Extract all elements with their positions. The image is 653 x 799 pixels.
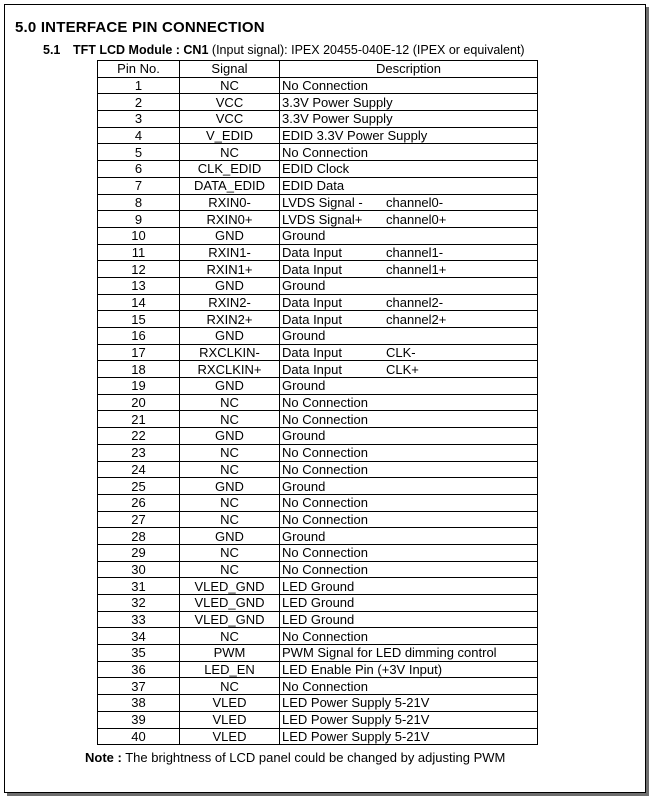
description-cell xyxy=(280,711,538,728)
signal-cell: NC xyxy=(180,394,280,411)
description-text: No Connection xyxy=(282,545,368,561)
description-cell xyxy=(280,695,538,712)
description-cell xyxy=(280,528,538,545)
table-row xyxy=(98,227,538,244)
signal-cell: NC xyxy=(180,461,280,478)
description-cell xyxy=(280,611,538,628)
pin-number-cell: 26 xyxy=(98,494,180,511)
signal-cell: GND xyxy=(180,528,280,545)
signal-cell: NC xyxy=(180,511,280,528)
description-text: Data Input xyxy=(282,244,342,260)
description-text: Data Input xyxy=(282,345,342,361)
description-text: 3.3V Power Supply xyxy=(282,94,393,110)
description-cell xyxy=(280,144,538,161)
pin-number-cell: 25 xyxy=(98,478,180,495)
description-cell xyxy=(280,294,538,311)
table-row xyxy=(98,127,538,144)
description-cell xyxy=(280,127,538,144)
description-cell xyxy=(280,478,538,495)
description-cell xyxy=(280,261,538,278)
signal-cell: NC xyxy=(180,561,280,578)
description-cell xyxy=(280,394,538,411)
pin-number-cell: 31 xyxy=(98,578,180,595)
pin-number-cell: 27 xyxy=(98,511,180,528)
description-text: LVDS Signal - xyxy=(282,194,363,210)
note-text: The brightness of LCD panel could be changed by adjusting PWM xyxy=(125,750,506,765)
signal-cell: NC xyxy=(180,77,280,94)
signal-cell: GND xyxy=(180,428,280,445)
signal-cell: GND xyxy=(180,328,280,345)
pin-number-cell: 7 xyxy=(98,177,180,194)
table-row xyxy=(98,294,538,311)
pin-number-cell: 10 xyxy=(98,227,180,244)
description-text: Data Input xyxy=(282,294,342,310)
pin-number-cell: 18 xyxy=(98,361,180,378)
signal-cell: RXCLKIN+ xyxy=(180,361,280,378)
description-text: Ground xyxy=(282,428,326,444)
table-row xyxy=(98,194,538,211)
pin-number-cell: 15 xyxy=(98,311,180,328)
table-row xyxy=(98,511,538,528)
signal-cell: NC xyxy=(180,628,280,645)
signal-cell: RXIN0- xyxy=(180,194,280,211)
table-row xyxy=(98,728,538,745)
pin-number-cell: 3 xyxy=(98,111,180,128)
table-row xyxy=(98,244,538,261)
table-row xyxy=(98,578,538,595)
description-text: No Connection xyxy=(282,78,368,94)
signal-cell: VLED xyxy=(180,711,280,728)
pin-number-cell: 20 xyxy=(98,394,180,411)
table-row xyxy=(98,494,538,511)
pin-number-cell: 2 xyxy=(98,94,180,111)
table-row xyxy=(98,77,538,94)
note xyxy=(85,750,505,765)
description-text: LED Ground xyxy=(282,612,355,628)
description-cell xyxy=(280,628,538,645)
note-label: Note : xyxy=(85,750,122,765)
pin-number-cell: 8 xyxy=(98,194,180,211)
description-text: LED Ground xyxy=(282,595,355,611)
subsection-heading xyxy=(43,43,525,57)
description-text: LVDS Signal+ xyxy=(282,211,363,227)
table-row xyxy=(98,394,538,411)
table-header-row xyxy=(98,61,538,78)
pin-number-cell: 39 xyxy=(98,711,180,728)
description-cell xyxy=(280,111,538,128)
description-text: Data Input xyxy=(282,311,342,327)
signal-cell: VLED_GND xyxy=(180,595,280,612)
signal-cell: V_EDID xyxy=(180,127,280,144)
description-text: No Connection xyxy=(282,678,368,694)
signal-cell: VLED_GND xyxy=(180,578,280,595)
pin-number-cell: 4 xyxy=(98,127,180,144)
table-row xyxy=(98,645,538,662)
table-row xyxy=(98,411,538,428)
description-cell xyxy=(280,661,538,678)
description-cell xyxy=(280,728,538,745)
pin-number-cell: 22 xyxy=(98,428,180,445)
table-row xyxy=(98,628,538,645)
description-cell xyxy=(280,678,538,695)
signal-cell: GND xyxy=(180,277,280,294)
table-row xyxy=(98,544,538,561)
description-text: No Connection xyxy=(282,144,368,160)
signal-cell: RXIN1+ xyxy=(180,261,280,278)
table-row xyxy=(98,311,538,328)
signal-cell: VCC xyxy=(180,111,280,128)
header-description: Description xyxy=(280,61,538,78)
document-page xyxy=(4,4,646,793)
signal-cell: RXIN0+ xyxy=(180,211,280,228)
table-row xyxy=(98,328,538,345)
table-row xyxy=(98,277,538,294)
description-cell xyxy=(280,328,538,345)
pin-number-cell: 16 xyxy=(98,328,180,345)
connector-id: CN1 xyxy=(183,43,209,57)
table-row xyxy=(98,444,538,461)
description-cell xyxy=(280,227,538,244)
pin-number-cell: 1 xyxy=(98,77,180,94)
table-row xyxy=(98,561,538,578)
description-cell xyxy=(280,578,538,595)
description-text: LED Ground xyxy=(282,578,355,594)
description-text: No Connection xyxy=(282,411,368,427)
table-row xyxy=(98,528,538,545)
pin-number-cell: 34 xyxy=(98,628,180,645)
pin-number-cell: 13 xyxy=(98,277,180,294)
pin-number-cell: 19 xyxy=(98,378,180,395)
pin-number-cell: 21 xyxy=(98,411,180,428)
description-cell xyxy=(280,77,538,94)
table-row xyxy=(98,595,538,612)
description-text: No Connection xyxy=(282,561,368,577)
description-cell xyxy=(280,344,538,361)
description-text: No Connection xyxy=(282,511,368,527)
section-title: 5.0 INTERFACE PIN CONNECTION xyxy=(15,19,265,36)
table-row xyxy=(98,177,538,194)
description-cell xyxy=(280,211,538,228)
description-text: EDID Clock xyxy=(282,161,350,177)
description-cell xyxy=(280,428,538,445)
channel-text: channel2+ xyxy=(386,311,447,327)
description-text: No Connection xyxy=(282,495,368,511)
channel-text: channel0- xyxy=(386,194,444,210)
channel-text: channel2- xyxy=(386,294,444,310)
description-cell xyxy=(280,244,538,261)
description-cell xyxy=(280,411,538,428)
description-cell xyxy=(280,461,538,478)
table-row xyxy=(98,661,538,678)
description-cell xyxy=(280,444,538,461)
pin-number-cell: 14 xyxy=(98,294,180,311)
pin-number-cell: 9 xyxy=(98,211,180,228)
connector-detail: (Input signal): IPEX 20455-040E-12 (IPEX or equivalent) xyxy=(211,43,525,57)
signal-cell: RXIN1- xyxy=(180,244,280,261)
description-text: PWM Signal for LED dimming control xyxy=(282,645,497,661)
signal-cell: RXIN2- xyxy=(180,294,280,311)
description-cell xyxy=(280,277,538,294)
description-text: No Connection xyxy=(282,445,368,461)
signal-cell: VLED xyxy=(180,728,280,745)
pin-number-cell: 12 xyxy=(98,261,180,278)
description-cell xyxy=(280,194,538,211)
signal-cell: RXIN2+ xyxy=(180,311,280,328)
signal-cell: NC xyxy=(180,678,280,695)
description-text: EDID Data xyxy=(282,178,345,194)
table-row xyxy=(98,111,538,128)
signal-cell: VCC xyxy=(180,94,280,111)
description-text: LED Power Supply 5-21V xyxy=(282,695,430,711)
channel-text: channel1- xyxy=(386,244,444,260)
description-text: Data Input xyxy=(282,361,342,377)
description-text: No Connection xyxy=(282,628,368,644)
pin-number-cell: 33 xyxy=(98,611,180,628)
channel-text: CLK+ xyxy=(386,361,419,377)
description-text: Ground xyxy=(282,528,326,544)
description-text: Ground xyxy=(282,378,326,394)
description-text: Data Input xyxy=(282,261,342,277)
description-text: Ground xyxy=(282,278,326,294)
description-cell xyxy=(280,378,538,395)
signal-cell: CLK_EDID xyxy=(180,161,280,178)
pin-number-cell: 29 xyxy=(98,544,180,561)
description-text: Ground xyxy=(282,228,326,244)
pin-number-cell: 5 xyxy=(98,144,180,161)
description-cell xyxy=(280,645,538,662)
table-row xyxy=(98,344,538,361)
pin-number-cell: 30 xyxy=(98,561,180,578)
table-row xyxy=(98,611,538,628)
description-text: No Connection xyxy=(282,461,368,477)
pin-number-cell: 17 xyxy=(98,344,180,361)
description-text: No Connection xyxy=(282,395,368,411)
table-row xyxy=(98,378,538,395)
channel-text: channel1+ xyxy=(386,261,447,277)
description-text: LED Enable Pin (+3V Input) xyxy=(282,662,443,678)
subsection-number: 5.1 xyxy=(43,43,61,57)
pin-table xyxy=(97,60,538,745)
signal-cell: LED_EN xyxy=(180,661,280,678)
description-text: 3.3V Power Supply xyxy=(282,111,393,127)
description-cell xyxy=(280,94,538,111)
table-row xyxy=(98,428,538,445)
description-cell xyxy=(280,311,538,328)
signal-cell: DATA_EDID xyxy=(180,177,280,194)
table-row xyxy=(98,695,538,712)
signal-cell: VLED xyxy=(180,695,280,712)
description-cell xyxy=(280,544,538,561)
signal-cell: NC xyxy=(180,494,280,511)
description-cell xyxy=(280,511,538,528)
subsection-name: TFT LCD Module : xyxy=(73,43,180,57)
signal-cell: NC xyxy=(180,544,280,561)
signal-cell: GND xyxy=(180,378,280,395)
pin-number-cell: 24 xyxy=(98,461,180,478)
table-row xyxy=(98,461,538,478)
table-row xyxy=(98,711,538,728)
header-pin-no: Pin No. xyxy=(98,61,180,78)
pin-number-cell: 32 xyxy=(98,595,180,612)
pin-number-cell: 28 xyxy=(98,528,180,545)
table-row xyxy=(98,211,538,228)
description-text: EDID 3.3V Power Supply xyxy=(282,128,428,144)
pin-number-cell: 40 xyxy=(98,728,180,745)
signal-cell: NC xyxy=(180,144,280,161)
signal-cell: PWM xyxy=(180,645,280,662)
description-text: Ground xyxy=(282,328,326,344)
description-text: LED Power Supply 5-21V xyxy=(282,728,430,744)
signal-cell: NC xyxy=(180,411,280,428)
signal-cell: RXCLKIN- xyxy=(180,344,280,361)
pin-number-cell: 37 xyxy=(98,678,180,695)
description-cell xyxy=(280,494,538,511)
signal-cell: VLED_GND xyxy=(180,611,280,628)
description-text: LED Power Supply 5-21V xyxy=(282,712,430,728)
pin-number-cell: 38 xyxy=(98,695,180,712)
table-row xyxy=(98,144,538,161)
table-row xyxy=(98,161,538,178)
signal-cell: GND xyxy=(180,227,280,244)
table-row xyxy=(98,478,538,495)
table-row xyxy=(98,678,538,695)
description-cell xyxy=(280,161,538,178)
description-cell xyxy=(280,561,538,578)
pin-number-cell: 23 xyxy=(98,444,180,461)
header-signal: Signal xyxy=(180,61,280,78)
channel-text: channel0+ xyxy=(386,211,447,227)
table-row xyxy=(98,361,538,378)
signal-cell: GND xyxy=(180,478,280,495)
description-cell xyxy=(280,177,538,194)
pin-number-cell: 36 xyxy=(98,661,180,678)
pin-number-cell: 35 xyxy=(98,645,180,662)
channel-text: CLK- xyxy=(386,345,416,361)
description-cell xyxy=(280,361,538,378)
signal-cell: NC xyxy=(180,444,280,461)
description-text: Ground xyxy=(282,478,326,494)
pin-number-cell: 6 xyxy=(98,161,180,178)
table-row xyxy=(98,94,538,111)
table-row xyxy=(98,261,538,278)
description-cell xyxy=(280,595,538,612)
pin-number-cell: 11 xyxy=(98,244,180,261)
